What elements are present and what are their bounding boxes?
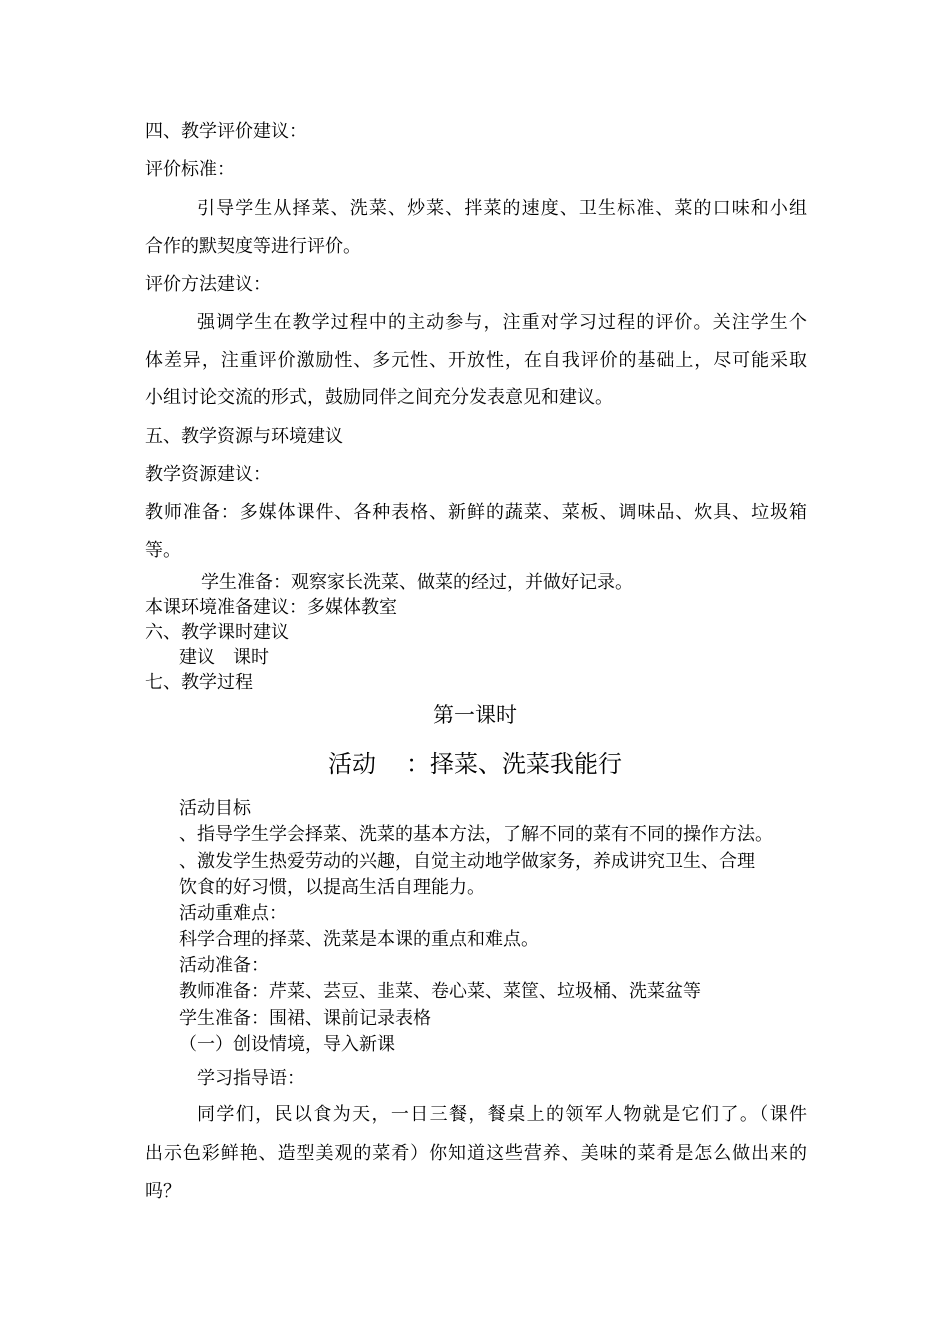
prep-teacher: 教师准备：芹菜、芸豆、韭菜、卷心菜、菜筐、垃圾桶、洗菜盆等: [179, 981, 701, 1002]
guide-label: 学习指导语：: [197, 1068, 305, 1089]
goal-label: 活动目标: [179, 798, 251, 819]
activity-title: [0, 749, 950, 779]
goal-2-line-1: 、激发学生热爱劳动的兴趣，自觉主动地学做家务，养成讲究卫生、合理: [179, 851, 755, 872]
lesson-hours-b: 课时: [233, 647, 269, 668]
teacher-prep-line-2: 等。: [145, 540, 181, 561]
key-point-label: 活动重难点：: [179, 903, 287, 924]
key-point-text: 科学合理的择菜、洗菜是本课的重点和难点。: [179, 929, 539, 950]
criteria-line-1: 引导学生从择菜、洗菜、炒菜、拌菜的速度、卫生标准、菜的口味和小组: [197, 198, 807, 219]
method-label: 评价方法建议：: [145, 274, 271, 295]
criteria-line-2: 合作的默契度等进行评价。: [145, 236, 361, 257]
activity-title-b: ：择菜、洗菜我能行: [406, 750, 622, 778]
step-1-heading: （一）创设情境，导入新课: [179, 1034, 395, 1055]
activity-title-a: 活动: [328, 750, 376, 778]
method-line-3: 小组讨论交流的形式，鼓励同伴之间充分发表意见和建议。: [145, 387, 613, 408]
guide-line-2: 出示色彩鲜艳、造型美观的菜肴）你知道这些营养、美味的菜肴是怎么做出来的: [145, 1143, 807, 1164]
section-7-heading: 七、教学过程: [145, 672, 253, 693]
guide-line-3: 吗？: [145, 1181, 181, 1202]
lesson-title: 第一课时: [433, 703, 517, 727]
section-5-heading: 五、教学资源与环境建议: [145, 426, 343, 447]
goal-2-line-2: 饮食的好习惯，以提高生活自理能力。: [179, 877, 485, 898]
section-4-heading: 四、教学评价建议：: [145, 121, 307, 142]
method-line-1: 强调学生在教学过程中的主动参与，注重对学习过程的评价。关注学生个: [197, 312, 807, 333]
prep-student: 学生准备：围裙、课前记录表格: [179, 1008, 431, 1029]
prep-label: 活动准备：: [179, 955, 269, 976]
environment-prep: 本课环境准备建议：多媒体教室: [145, 597, 397, 618]
lesson-hours: [179, 647, 269, 669]
guide-line-1: 同学们，民以食为天，一日三餐，餐桌上的领军人物就是它们了。（课件: [197, 1104, 807, 1125]
criteria-label: 评价标准：: [145, 159, 235, 180]
method-line-2: 体差异，注重评价激励性、多元性、开放性，在自我评价的基础上，尽可能采取: [145, 350, 807, 371]
teacher-prep-line-1: 教师准备：多媒体课件、各种表格、新鲜的蔬菜、菜板、调味品、炊具、垃圾箱: [145, 502, 807, 523]
resource-label: 教学资源建议：: [145, 464, 271, 485]
lesson-hours-a: 建议: [179, 647, 215, 668]
goal-1: 、指导学生学会择菜、洗菜的基本方法，了解不同的菜有不同的操作方法。: [179, 824, 773, 845]
section-6-heading: 六、教学课时建议: [145, 622, 289, 643]
student-prep: 学生准备：观察家长洗菜、做菜的经过，并做好记录。: [201, 572, 633, 593]
